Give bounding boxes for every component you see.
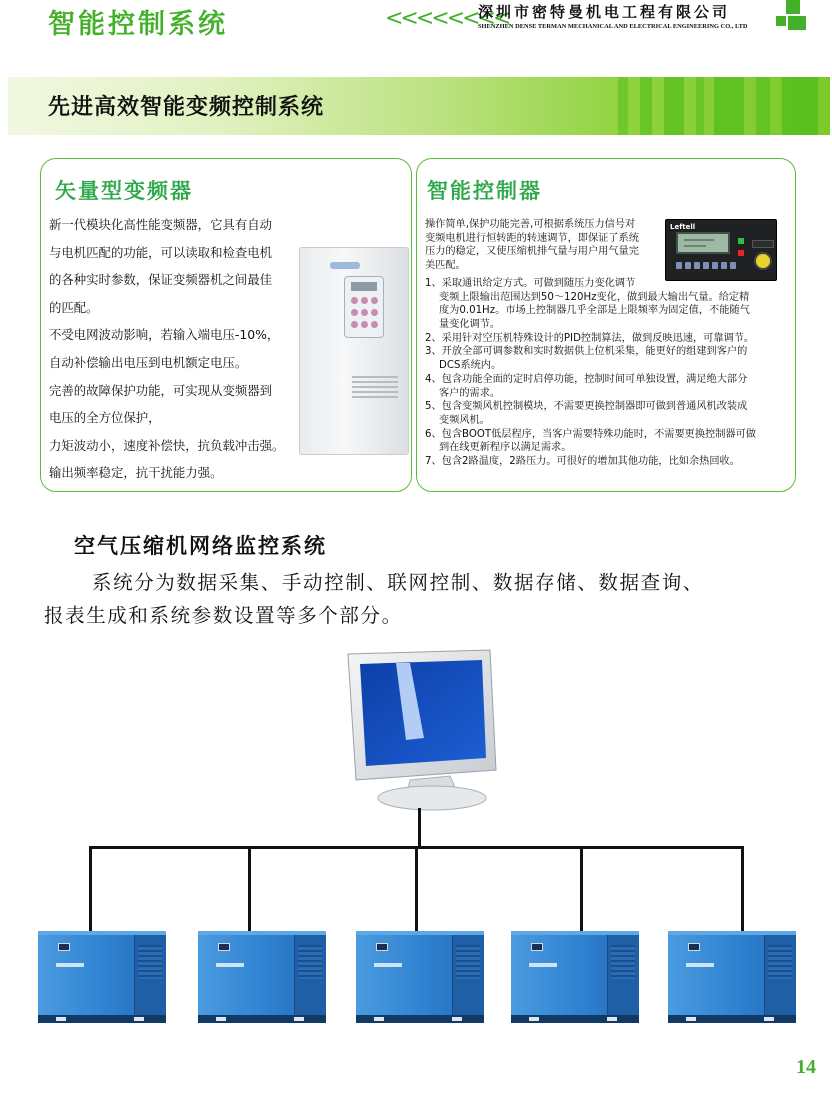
feature-item: 到在线更新程序以满足需求。 — [439, 442, 572, 454]
network-description — [44, 566, 804, 632]
company-name-cn: 深圳市密特曼机电工程有限公司 — [478, 3, 731, 21]
inverter-image — [299, 247, 409, 455]
controller-knob-icon — [754, 252, 772, 270]
logo-squares-icon — [776, 0, 806, 30]
feature-item: 3、开放全部可调参数和实时数据供上位机采集，能更好的组建到客户的 — [425, 346, 748, 358]
inverter-line: 不受电网波动影响，若输入端电压-10%， — [49, 327, 280, 343]
network-desc-line: 系统分为数据采集、手动控制、联网控制、数据存储、数据查询、 — [92, 571, 704, 594]
feature-item: 6、包含BOOT低层程序，当客户需要特殊功能时，不需要更换控制器可做 — [425, 428, 756, 440]
controller-logo: Leftell — [670, 223, 696, 231]
feature-item: 量变化调节。 — [439, 319, 501, 331]
chevron-decoration: <<<<<<<< — [385, 6, 509, 31]
controller-intro-line: 压力的稳定，又使压缩机排气量与用户用气量完 — [425, 246, 639, 258]
feature-item: 7、包含2路温度，2路压力。可很好的增加其他功能，比如余热回收。 — [425, 455, 740, 467]
feature-item: DCS系统内。 — [439, 360, 502, 372]
inverter-line: 自动补偿输出电压到电机额定电压。 — [49, 354, 248, 370]
feature-item: 5、包含变频风机控制模块，不需要更换控制器即可做到普通风机改装成 — [425, 401, 748, 413]
network-drop-line — [741, 846, 744, 940]
controller-intro-line: 美匹配。 — [425, 260, 466, 272]
monitor-icon — [340, 648, 500, 816]
controller-panel — [416, 158, 796, 492]
controller-feature-list — [425, 277, 793, 469]
network-drop-line — [89, 846, 92, 940]
monitor-link-line — [418, 808, 421, 848]
inverter-line: 的匹配。 — [49, 299, 99, 315]
inverter-description — [49, 211, 311, 487]
feature-item: 客户的需求。 — [439, 387, 501, 399]
feature-item: 度为0.01Hz。市场上控制器几乎全部是上限频率为固定值，不能随气 — [439, 305, 750, 317]
network-drop-line — [248, 846, 251, 940]
inverter-line: 与电机匹配的功能，可以读取和检查电机 — [49, 244, 273, 260]
controller-keys — [676, 262, 744, 270]
section-title: 智能控制系统 — [48, 9, 228, 40]
inverter-line: 完善的故障保护功能，可实现从变频器到 — [49, 382, 273, 398]
banner-title: 先进高效智能变频控制系统 — [48, 95, 325, 120]
controller-image — [665, 219, 777, 281]
feature-item: 变频风机。 — [439, 414, 490, 426]
network-drop-line — [415, 846, 418, 940]
network-drop-line — [580, 846, 583, 940]
inverter-keypad — [344, 276, 384, 338]
network-desc-line: 报表生成和系统参数设置等多个部分。 — [44, 604, 403, 627]
compressor-icon — [356, 935, 484, 1025]
controller-intro-line: 变频电机进行恒转距的转速调节，即保证了系统 — [425, 232, 639, 244]
controller-intro-line: 操作简单,保护功能完善,可根据系统压力信号对 — [425, 219, 636, 230]
network-title: 空气压缩机网络监控系统 — [74, 534, 327, 558]
inverter-line: 输出频率稳定，抗干扰能力强。 — [49, 465, 223, 481]
compressor-icon — [38, 935, 166, 1025]
feature-item: 2、采用针对空压机特殊设计的PID控制算法，做到反映迅速，可靠调节。 — [425, 332, 755, 344]
compressor-icon — [198, 935, 326, 1025]
inverter-line: 电压的全方位保护， — [49, 410, 161, 426]
page-number: 14 — [796, 1056, 816, 1078]
inverter-line: 新一代模块化高性能变频器，它具有自动 — [49, 217, 273, 232]
inverter-line: 力矩波动小，速度补偿快，抗负载冲击强。 — [49, 437, 285, 453]
compressor-icon — [668, 935, 796, 1025]
feature-item: 4、包含功能全面的定时启停功能，控制时间可单独设置，满足绝大部分 — [425, 373, 748, 385]
inverter-panel — [40, 158, 412, 492]
feature-item: 1、采取通讯给定方式。可做到随压力变化调节 — [425, 278, 636, 289]
compressor-icon — [511, 935, 639, 1025]
section-banner — [8, 77, 830, 135]
controller-screen — [676, 232, 730, 254]
inverter-panel-title: 矢量型变频器 — [55, 179, 193, 203]
controller-intro — [425, 218, 665, 273]
company-name-en: SHENZHEN DENSE TERMAN MECHANICAL AND ELECTRICAL ENGINEERING CO., LTD — [478, 23, 748, 30]
controller-panel-title: 智能控制器 — [427, 179, 542, 203]
inverter-warning-label — [352, 376, 398, 406]
inverter-logo — [330, 262, 360, 269]
feature-item: 变频上限输出范围达到50～120Hz变化，做到最大输出气量。给定精 — [439, 291, 750, 303]
inverter-line: 的各种实时参数，保证变频器机之间最佳 — [49, 272, 273, 288]
